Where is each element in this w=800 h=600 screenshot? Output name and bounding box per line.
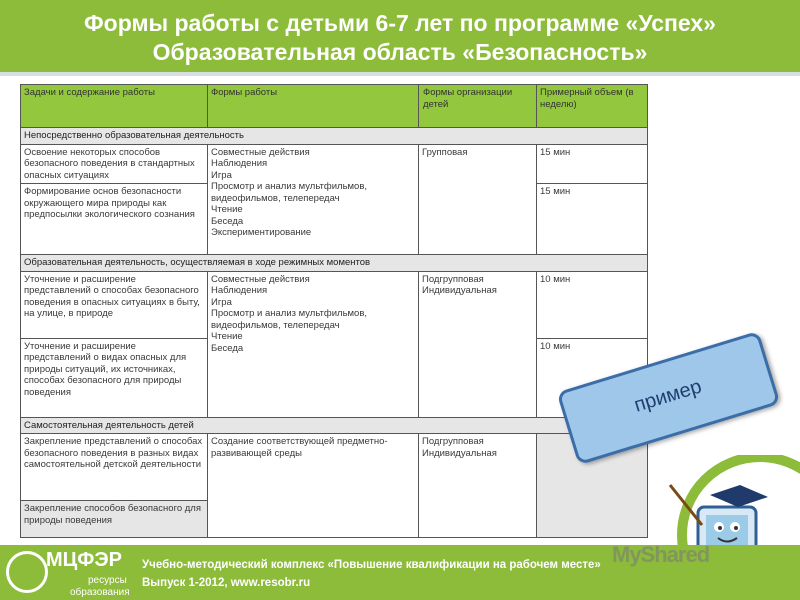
watermark: MyShared xyxy=(612,542,710,567)
form-item: Совместные действия xyxy=(211,273,310,285)
logo-subtitle: образования xyxy=(70,587,130,598)
badge-label: пример xyxy=(631,375,705,417)
table-row xyxy=(21,434,648,501)
form-item: Беседа xyxy=(211,215,244,227)
organization-cell: Групповая xyxy=(419,144,537,255)
form-item: Экспериментирование xyxy=(211,227,312,238)
forms-cell xyxy=(208,271,419,417)
form-item: Совместные действия xyxy=(211,146,310,158)
header-banner xyxy=(0,0,800,72)
section-title: Самостоятельная деятельность детей xyxy=(21,417,648,434)
column-header-forms: Формы работы xyxy=(208,85,419,128)
work-forms-table xyxy=(20,84,648,538)
forms-cell xyxy=(208,144,419,255)
form-item: Беседа xyxy=(211,342,244,354)
form-item: Игра xyxy=(211,169,232,181)
page-title: Формы работы с детьми 6-7 лет по программе «Успех» xyxy=(84,10,716,36)
task-cell: Освоение некоторых способов безопасного поведения в стандартных опасных ситуациях xyxy=(21,144,208,184)
table-header-row xyxy=(21,85,648,128)
organization-item: Подгрупповая xyxy=(422,273,484,285)
column-header-organization: Формы организации детей xyxy=(419,85,537,128)
task-cell: Закрепление способов безопасного для природы поведения xyxy=(21,501,208,538)
logo-subtitle: ресурсы xyxy=(88,575,127,586)
footer-line: Учебно-методический комплекс «Повышение квалификации на рабочем месте» xyxy=(142,559,601,571)
divider xyxy=(0,72,800,76)
form-item: Чтение xyxy=(211,331,243,342)
volume-cell: 15 мин xyxy=(537,144,648,184)
footer-line: Выпуск 1-2012, www.resobr.ru xyxy=(142,577,311,589)
task-cell: Уточнение и расширение представлений о видах опасных для природы ситуаций, их источниках, способах безопасного для природы поведения xyxy=(21,338,208,417)
volume-cell: 15 мин xyxy=(537,184,648,255)
organization-item: Индивидуальная xyxy=(422,285,497,296)
section-title: Непосредственно образовательная деятельность xyxy=(21,128,648,145)
section-row xyxy=(21,255,648,272)
task-cell: Формирование основ безопасности окружающего мира природы как предпосылки экологического сознания xyxy=(21,184,208,255)
task-cell: Закрепление представлений о способах безопасного поведения в разных видах самостоятельной детской деятельности xyxy=(21,434,208,501)
organization-cell xyxy=(419,434,537,538)
column-header-tasks: Задачи и содержание работы xyxy=(21,85,208,128)
organization-cell xyxy=(419,271,537,417)
organization-item: Подгрупповая xyxy=(422,436,484,447)
section-row xyxy=(21,417,648,434)
task-cell: Уточнение и расширение представлений о способах безопасного поведения в опасных ситуациях в быту, на улице, в природе xyxy=(21,271,208,338)
volume-cell: 10 мин xyxy=(537,271,648,338)
forms-cell: Создание соответствующей предметно-развивающей среды xyxy=(208,434,419,538)
logo-name: МЦФЭР xyxy=(46,549,122,571)
table-row xyxy=(21,144,648,184)
form-item: Наблюдения xyxy=(211,285,268,296)
organization-item: Индивидуальная xyxy=(422,447,497,459)
volume-cell: 10 мин xyxy=(537,338,648,417)
form-item: Наблюдения xyxy=(211,158,268,169)
form-item: Игра xyxy=(211,296,232,308)
section-title: Образовательная деятельность, осуществляемая в ходе режимных моментов xyxy=(21,255,648,272)
column-header-volume: Примерный объем (в неделю) xyxy=(537,85,648,128)
form-item: Просмотр и анализ мультфильмов, видеофильмов, телепередач xyxy=(211,308,368,331)
form-item: Просмотр и анализ мультфильмов, видеофильмов, телепередач xyxy=(211,181,368,204)
table-row xyxy=(21,271,648,338)
section-row xyxy=(21,128,648,145)
page-subtitle: Образовательная область «Безопасность» xyxy=(152,39,648,65)
logo-icon xyxy=(6,551,48,593)
form-item: Чтение xyxy=(211,204,243,215)
